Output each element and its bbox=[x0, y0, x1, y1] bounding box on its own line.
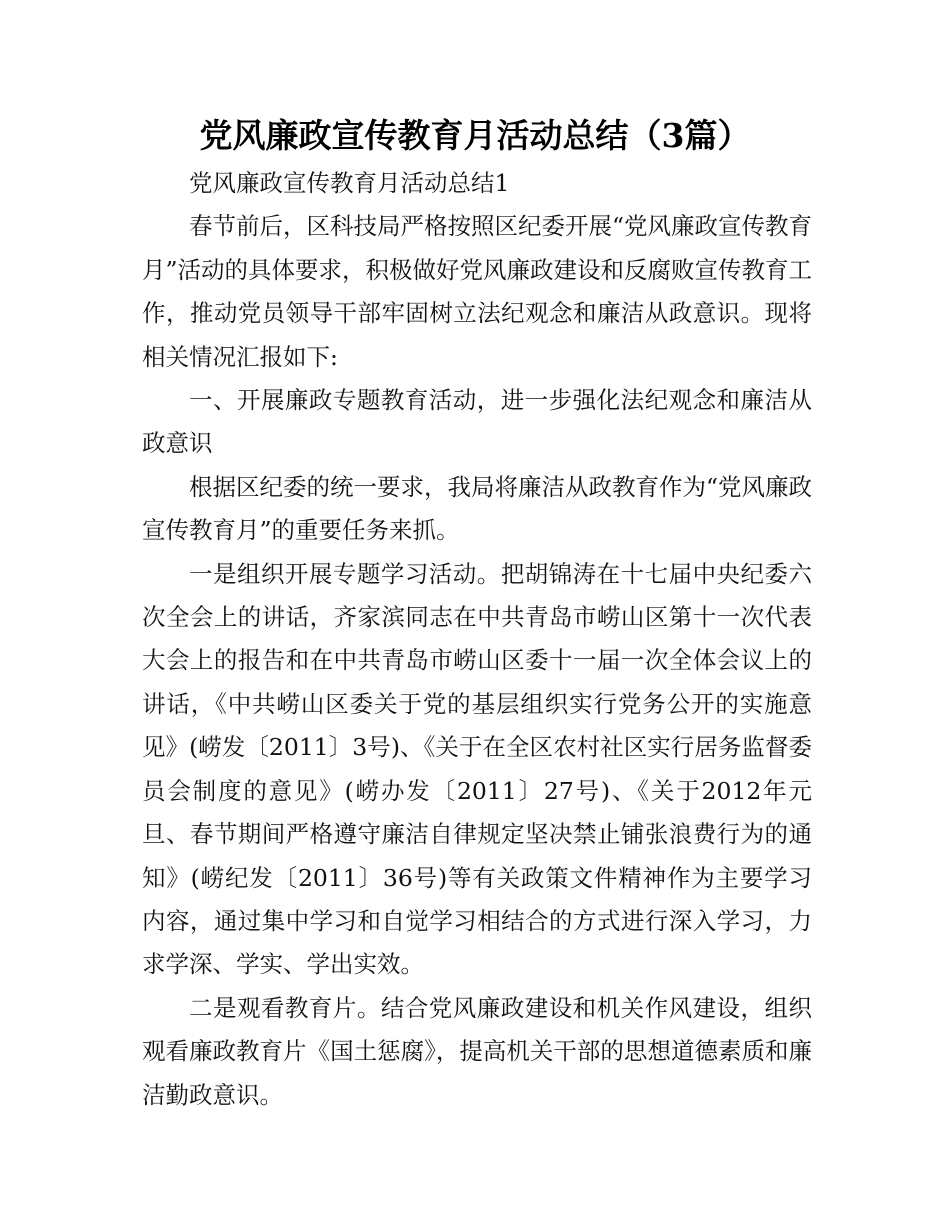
paragraph-education-film: 二是观看教育片。结合党风廉政建设和机关作风建设，组织观看廉政教育片《国土惩腐》，提高机关干部的思想道德素质和廉洁勤政意识。 bbox=[142, 993, 812, 1109]
paragraph-requirement: 根据区纪委的统一要求，我局将廉洁从政教育作为“党风廉政宣传教育月”的重要任务来抓。 bbox=[142, 472, 813, 545]
paragraph-intro: 春节前后，区科技局严格按照区纪委开展“党风廉政宣传教育月”活动的具体要求，积极做好党风廉政建设和反腐败宣传教育工作，推动党员领导干部牢固树立法纪观念和廉洁从政意识。现将相关情况汇报如下: bbox=[142, 212, 813, 371]
paragraph-study-activity: 一是组织开展专题学习活动。把胡锦涛在十七届中央纪委六次全会上的讲话，齐家滨同志在中共青岛市崂山区第十一次代表大会上的报告和在中共青岛市崂山区委十一届一次全体会议上的讲话，《中共崂山区委关于党的基层组织实行党务公开的实施意见》(崂发〔2011〕3号)、《关于在全区农村社区实行居务监督委员会制度的意见》(崂办发〔2011〕27号)、《关于2012年元旦、春节期间严格遵守廉洁自律规定坚决禁止铺张浪费行为的通知》(崂纪发〔2011〕36号)等有关政策文件精神作为主要学习内容，通过集中学习和自觉学习相结合的方式进行深入学习，力求学深、学实、学出实效。 bbox=[142, 559, 812, 979]
paragraph-subtitle: 党风廉政宣传教育月活动总结1 bbox=[189, 169, 510, 197]
document-body bbox=[142, 162, 812, 1117]
document-title: 党风廉政宣传教育月活动总结（3篇） bbox=[199, 116, 751, 155]
paragraph-section-heading: 一、开展廉政专题教育活动，进一步强化法纪观念和廉洁从政意识 bbox=[142, 386, 812, 458]
